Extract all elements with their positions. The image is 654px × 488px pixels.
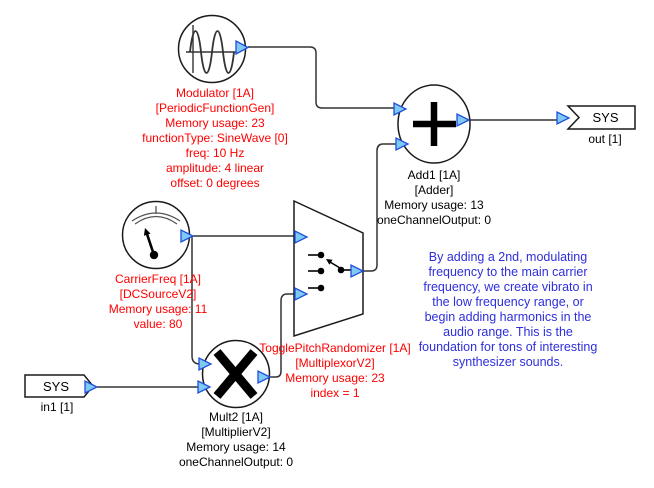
wire-modulator-to-add1[interactable]: [248, 47, 394, 108]
sys-in-sublabel: in1 [1]: [40, 400, 74, 414]
annotation-text: By adding a 2nd, modulating frequency to the main carrier frequency, we create vibrato in the low frequency range, or begin adding harmonics in the audio range. This is the foundation for tons of interesting synthesizer sounds.: [418, 250, 598, 369]
sys-out-title: SYS: [592, 110, 619, 125]
node-carrierfreq[interactable]: [123, 202, 190, 269]
add1-label: Add1 [1A] [Adder] Memory usage: 13 oneChannelOutput: 0: [376, 168, 492, 227]
sys-out-sublabel: out [1]: [588, 132, 622, 146]
sys-in-title: SYS: [42, 379, 69, 394]
carrierfreq-label: CarrierFreq [1A] [DCSourceV2] Memory usage: 11 value: 80: [108, 272, 208, 331]
wire-mult2-to-multiplexor[interactable]: [270, 294, 295, 377]
wire-multiplexor-to-add1[interactable]: [363, 144, 396, 271]
sysout-input-port[interactable]: [557, 112, 569, 124]
wire-carrierfreq-to-mult2[interactable]: [192, 236, 200, 364]
modulator-label: Modulator [1A] [PeriodicFunctionGen] Memory usage: 23 functionType: SineWave [0] freq: 10 Hz amplitude: 4 linear offset: 0 degrees: [142, 86, 288, 190]
mult2-label: Mult2 [1A] [MultiplierV2] Memory usage: 14 oneChannelOutput: 0: [178, 410, 294, 469]
multiplexor-label: TogglePitchRandomizer [1A] [MultiplexorV2] Memory usage: 23 index = 1: [259, 341, 411, 400]
